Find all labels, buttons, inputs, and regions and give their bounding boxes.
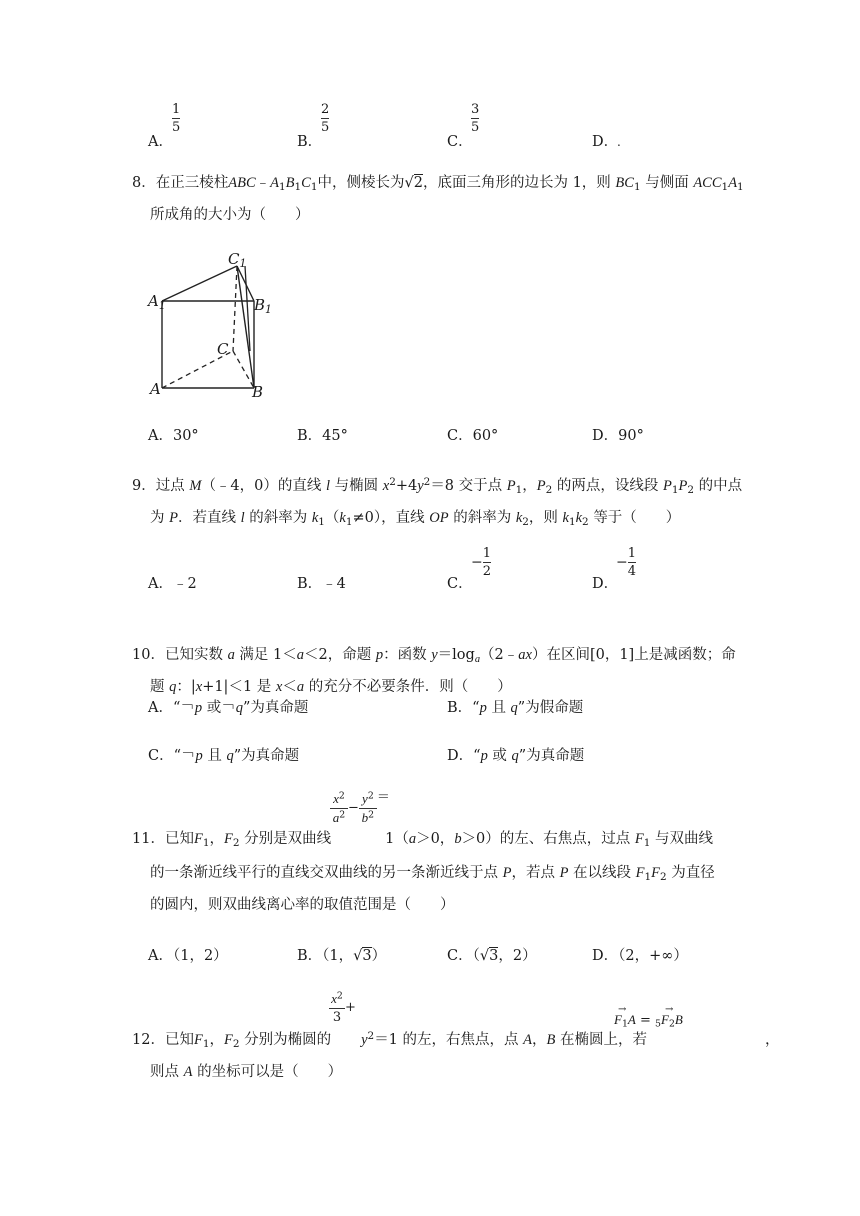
q8-prism-base: ABC: [228, 175, 256, 191]
q7-c-numerator: 3: [471, 102, 480, 117]
q9-option-d-value: − $\frac{1}{4}$: [616, 546, 637, 579]
label-a: A: [150, 380, 161, 398]
q12-vector-equation: → $F_1A = _5$ → $F_2B$: [614, 1004, 683, 1030]
q8-option-d: D．90°: [592, 428, 644, 444]
q7-b-denominator: 5: [321, 120, 330, 135]
q10-option-c: C．“￢p 且 q”为真命题: [148, 748, 300, 764]
q12-line-2: 则点 A 的坐标可以是（ ）: [150, 1064, 343, 1080]
label-b1: $B_1$: [254, 296, 272, 317]
q7-a-numerator: 1: [172, 102, 181, 117]
prism-figure: [140, 246, 280, 406]
q7-option-a-label: A．: [148, 134, 173, 150]
label-c: C: [217, 340, 229, 358]
q7-option-d-label: D．: [592, 134, 619, 150]
q8-number: 8: [132, 175, 142, 191]
q10-line-2: 题 q：|x+1|＜1 是 x＜a 的充分不必要条件．则（ ）: [150, 679, 512, 695]
q8-line-1: 8．在正三棱柱$ABC﹣A_1B_1C_1$中，侧棱长为√2，底面三角形的边长为 1，则 $BC_1$ 与侧面 $ACC_1A_1$: [132, 175, 744, 193]
q7-option-b-value: [321, 102, 329, 135]
q11-option-d: D．（2，+∞）: [592, 948, 688, 964]
label-a1: $A_1$: [148, 292, 166, 313]
q11-line-1: 11．已知$F_1$，$F_2$ 分别是双曲线 1（a＞0，b＞0）的左、右焦点，过点 $F_1$ 与双曲线: [132, 831, 714, 849]
q12-ellipse-fraction: $\frac{x^2}{3}$ +: [329, 991, 356, 1025]
q8-text-post: ，底面三角形的边长为 1，则: [422, 175, 611, 191]
q7-option-c-value: [471, 102, 479, 135]
q8-sqrt-value: 2: [413, 175, 423, 191]
sqrt-icon: √: [353, 948, 363, 964]
q8-text-mid: 中，侧棱长为: [317, 175, 405, 191]
q7-option-c-label: C．: [447, 134, 473, 150]
q9-option-a: A．﹣2: [148, 576, 197, 592]
q8-a1: A: [270, 175, 279, 191]
sqrt-icon: √: [479, 948, 490, 964]
q11-line-2: 的一条渐近线平行的直线交双曲线的另一条渐近线于点 P，若点 P 在以线段 $F_1F_2$ 为直径: [150, 865, 715, 883]
q8-option-a: A．30°: [148, 428, 199, 444]
q8-option-b: B．45°: [297, 428, 348, 444]
q8-face: ACC: [693, 175, 722, 191]
sqrt-icon: √: [404, 175, 414, 191]
vector-arrow-icon: →: [618, 1004, 627, 1015]
q11-option-c: C．（√3，2）: [447, 948, 537, 964]
q11-hyperbola-fraction: $\frac{x^2}{a^2}$ − $\frac{y^2}{b^2}$ ＝: [330, 791, 390, 826]
q9-option-b: B．﹣4: [297, 576, 346, 592]
q10-option-b: B．“p 且 q”为假命题: [447, 700, 584, 716]
label-b: B: [252, 383, 264, 401]
q11-option-a: A．（1，2）: [148, 948, 228, 964]
q9-option-d-label: D．: [592, 576, 619, 592]
q8-line-2: 所成角的大小为（ ）: [150, 207, 310, 223]
q9-line-1: 9．过点 M（﹣4，0）的直线 l 与椭圆 $x^2+4y^2=8$ 交于点 $P_1$，$P_2$ 的两点，设线段 $P_1P_2$ 的中点: [132, 475, 743, 496]
q9-option-c-value: − $\frac{1}{2}$: [471, 546, 492, 579]
q10-line-1: 10．已知实数 a 满足 1＜a＜2，命题 p：函数 $y=\log_a(2﹣ax)$在区间[0，1]上是减函数；命: [132, 647, 736, 665]
q11-option-b: B．（1，√3）: [297, 948, 387, 964]
q7-c-denominator: 5: [471, 120, 480, 135]
q7-option-a-value: [172, 102, 180, 135]
q12-line-1: 12．已知$F_1$，$F_2$ 分别为椭圆的 $y^2=1$ 的左，右焦点，点 A，B 在椭圆上，若 ，: [132, 1029, 780, 1050]
q8-text: ．在正三棱柱: [141, 175, 229, 191]
q7-b-numerator: 2: [321, 102, 330, 117]
q8-option-c: C．60°: [447, 428, 499, 444]
q9-option-c-label: C．: [447, 576, 473, 592]
q10-option-d: D．“p 或 q”为真命题: [447, 748, 585, 764]
q7-option-b-label: B．: [297, 134, 323, 150]
label-c1: $C_1$: [228, 250, 247, 271]
q8-dash: ﹣: [255, 175, 271, 191]
q7-a-denominator: 5: [172, 120, 181, 135]
q7-option-d-value: .: [617, 135, 621, 149]
q8-text-post2: 与侧面: [645, 175, 689, 191]
q9-line-2: 为 P．若直线 l 的斜率为 $k_1(k_1\ne 0)$，直线 OP 的斜率为 $k_2$，则 $k_1k_2$ 等于（ ）: [150, 510, 681, 528]
q11-line-3: 的圆内，则双曲线离心率的取值范围是（ ）: [150, 897, 455, 913]
vector-arrow-icon: →: [665, 1004, 674, 1015]
q10-option-a: A．“￢p 或￢q”为真命题: [148, 700, 309, 716]
q8-segment: BC: [615, 175, 634, 191]
